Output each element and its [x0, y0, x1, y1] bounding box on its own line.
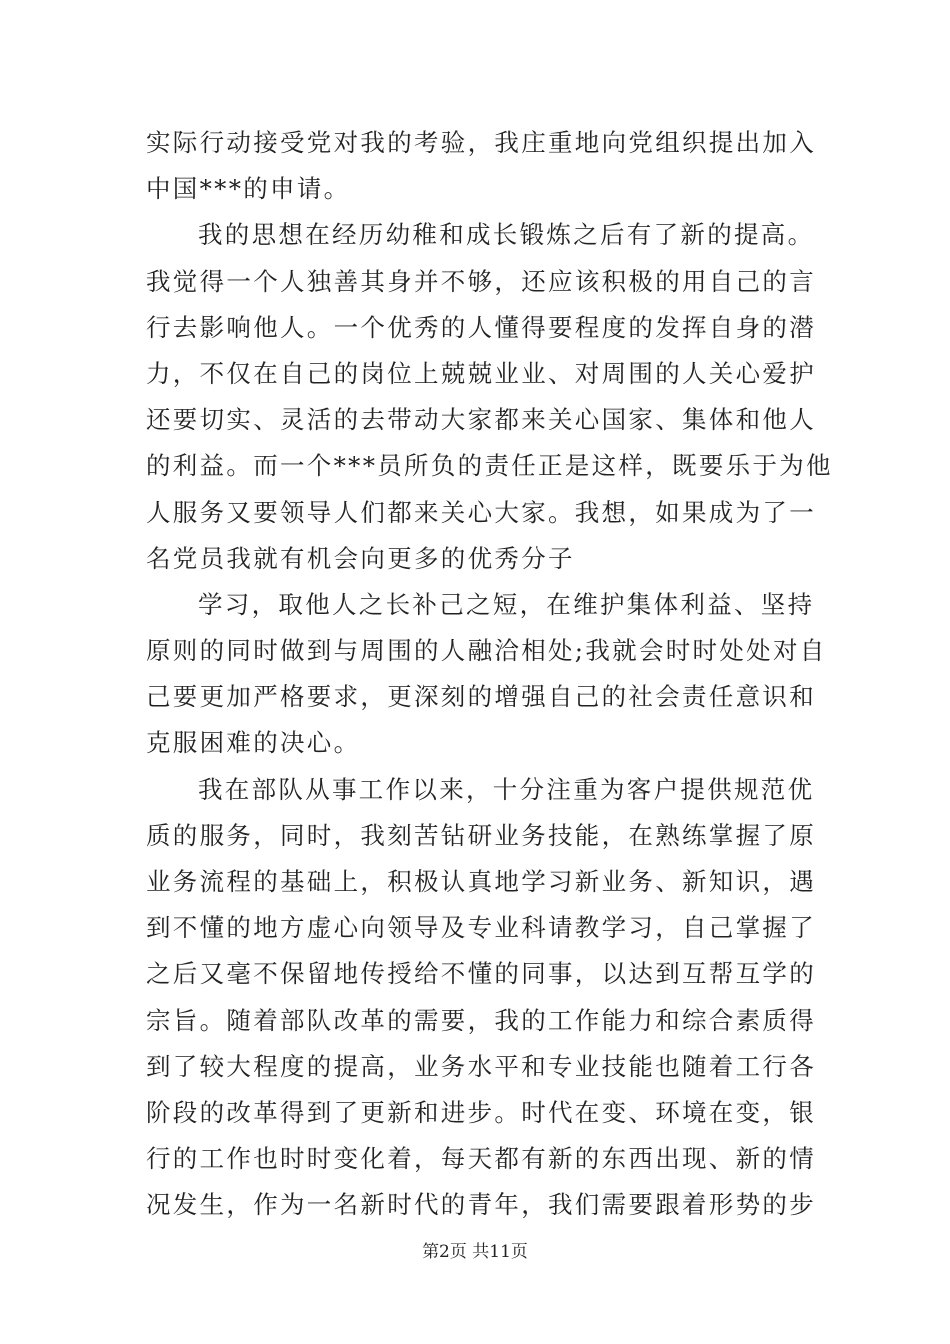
text-line: 克服困难的决心。 — [146, 728, 361, 758]
text-line: 力，不仅在自己的岗位上兢兢业业、对周围的人关心爱护 — [146, 358, 816, 388]
text-line: 名党员我就有机会向更多的优秀分子 — [146, 543, 575, 573]
text-line: 到不懂的地方虚心向领导及专业科请教学习，自己掌握了 — [146, 913, 816, 943]
page-number-footer: 第2页 共11页 — [422, 1242, 528, 1262]
text-line: 之后又毫不保留地传授给不懂的同事，以达到互帮互学的 — [146, 959, 816, 989]
text-line: 业务流程的基础上，积极认真地学习新业务、新知识，遇 — [146, 867, 816, 896]
paragraph-start-line: 我在部队从事工作以来，十分注重为客户提供规范优 — [198, 774, 815, 804]
text-line: 质的服务，同时，我刻苦钻研业务技能，在熟练掌握了原 — [146, 820, 816, 850]
text-line: 己要更加严格要求，更深刻的增强自己的社会责任意识和 — [146, 682, 816, 712]
text-line: 实际行动接受党对我的考验，我庄重地向党组织提出加入 — [146, 128, 816, 157]
text-line: 阶段的改革得到了更新和进步。时代在变、环境在变，银 — [146, 1097, 816, 1127]
text-line: 到了较大程度的提高，业务水平和专业技能也随着工行各 — [146, 1051, 816, 1081]
text-line: 人服务又要领导人们都来关心大家。我想，如果成为了一 — [146, 497, 816, 527]
text-line: 中国***的申请。 — [146, 174, 351, 204]
text-line: 行的工作也时时变化着，每天都有新的东西出现、新的情 — [146, 1144, 816, 1174]
body-text — [146, 120, 833, 1229]
text-line: 况发生，作为一名新时代的青年，我们需要跟着形势的步 — [146, 1190, 816, 1220]
paragraph-start-line: 学习，取他人之长补己之短，在维护集体利益、坚持 — [198, 589, 815, 619]
text-line: 我觉得一个人独善其身并不够，还应该积极的用自己的言 — [146, 266, 816, 296]
text-line: 行去影响他人。一个优秀的人懂得要程度的发挥自身的潜 — [146, 312, 816, 342]
text-line: 原则的同时做到与周围的人融洽相处;我就会时时处处对自 — [146, 636, 827, 666]
paragraph-start-line: 我的思想在经历幼稚和成长锻炼之后有了新的提高。 — [198, 220, 815, 250]
text-line: 宗旨。随着部队改革的需要，我的工作能力和综合素质得 — [146, 1005, 816, 1035]
text-line: 的利益。而一个***员所负的责任正是这样，既要乐于为他 — [146, 451, 833, 481]
text-line: 还要切实、灵活的去带动大家都来关心国家、集体和他人 — [146, 405, 816, 435]
